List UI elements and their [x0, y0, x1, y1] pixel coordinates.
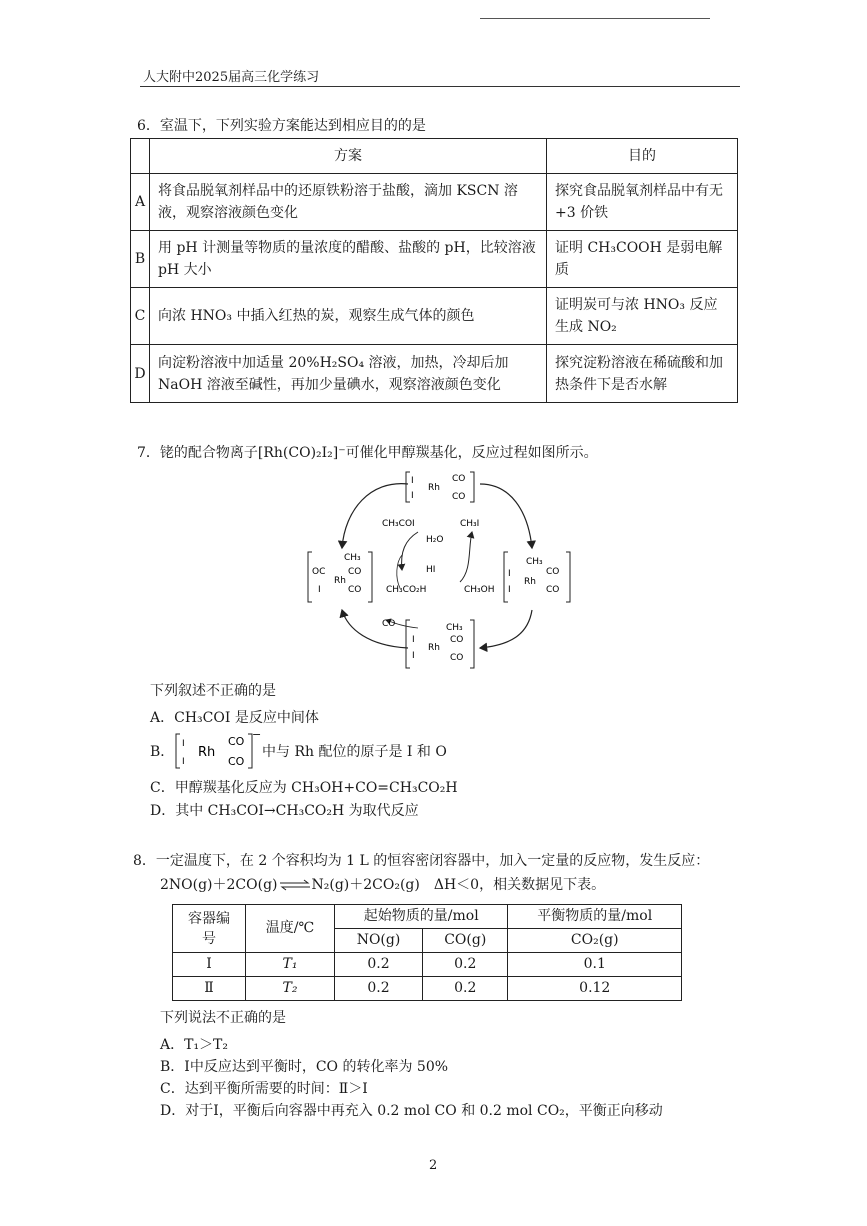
q8-h-eq: 平衡物质的量/mol	[508, 905, 682, 929]
q8-cell-temp: T₂	[246, 977, 335, 1001]
table-row	[131, 174, 738, 231]
q8-cell-no: 0.2	[335, 953, 423, 977]
table-row	[131, 139, 738, 174]
ligand-co: CO	[450, 635, 464, 645]
q8-cell-no: 0.2	[335, 977, 423, 1001]
q7-sub: 下列叙述不正确的是	[150, 683, 276, 699]
rh-complex-structure	[172, 730, 260, 772]
q6-row-goal: 证明炭可与浓 HNO₃ 反应生成 NO₂	[547, 288, 738, 345]
q6-row-plan: 向浓 HNO₃ 中插入红热的炭，观察生成气体的颜色	[150, 288, 547, 345]
q7-option-c: C．甲醇羰基化反应为 CH₃OH+CO=CH₃CO₂H	[150, 780, 458, 796]
q8-h-co: CO(g)	[423, 929, 508, 953]
q7-option-b-text: 中与 Rh 配位的原子是 I 和 O	[262, 744, 447, 760]
q8-option-b: B．Ⅰ中反应达到平衡时，CO 的转化率为 50%	[160, 1059, 449, 1075]
top-rule	[480, 18, 710, 19]
rh-center: Rh	[198, 745, 216, 760]
q8-cell-co2: 0.1	[508, 953, 682, 977]
ligand-co: CO	[348, 567, 362, 577]
q8-h-start: 起始物质的量/mol	[335, 905, 508, 929]
q8-cell-co: 0.2	[423, 977, 508, 1001]
inner-arrow	[402, 532, 418, 570]
ligand-ch3: CH₃	[446, 623, 463, 633]
q8-h-container: 容器编号	[173, 905, 246, 953]
label-ch3coi: CH₃COI	[382, 519, 415, 529]
q7-option-a: A．CH₃COI 是反应中间体	[150, 710, 319, 726]
table-row	[173, 977, 682, 1001]
svg-text:−: −	[252, 728, 262, 741]
q6-row-plan: 向淀粉溶液中加适量 20%H₂SO₄ 溶液，加热，冷却后加 NaOH 溶液至碱性，再加少量碘水，观察溶液颜色变化	[150, 345, 547, 403]
page-number: 2	[429, 1158, 438, 1173]
ligand-co: CO	[228, 755, 245, 768]
q8-cell-id: Ⅱ	[173, 977, 246, 1001]
q6-row-label: D	[131, 345, 150, 403]
q6-col-plan: 方案	[150, 139, 547, 174]
q6-row-plan: 将食品脱氧剂样品中的还原铁粉溶于盐酸，滴加 KSCN 溶液，观察溶液颜色变化	[150, 174, 547, 231]
ligand-i: I	[411, 491, 414, 501]
ligand-i: I	[182, 757, 185, 767]
q6-col-goal: 目的	[547, 139, 738, 174]
catalytic-cycle-diagram	[300, 470, 590, 675]
q7-stem: 7．铑的配合物离子[Rh(CO)₂I₂]⁻可催化甲醇羰基化，反应过程如图所示。	[137, 445, 598, 461]
table-row	[173, 953, 682, 977]
cycle-arc	[342, 484, 408, 548]
table-row	[131, 288, 738, 345]
q8-cell-id: Ⅰ	[173, 953, 246, 977]
q6-corner-cell	[131, 139, 150, 174]
q8-h-no: NO(g)	[335, 929, 423, 953]
inner-arrow	[460, 532, 472, 582]
ligand-i: I	[508, 585, 511, 595]
ligand-i: I	[411, 476, 414, 486]
label-h2o: H₂O	[426, 535, 444, 545]
label-ch3co2h: CH₃CO₂H	[386, 585, 427, 595]
page-header: 人大附中2025届高三化学练习	[143, 70, 320, 85]
label-hi: HI	[426, 565, 436, 575]
q6-row-label: A	[131, 174, 150, 231]
q7-option-b-label: B．	[150, 744, 175, 760]
cycle-arc	[480, 610, 532, 648]
q7-option-d: D．其中 CH₃COI→CH₃CO₂H 为取代反应	[150, 803, 419, 819]
header-rule	[140, 86, 740, 87]
ligand-oc: OC	[312, 567, 326, 577]
table-row	[131, 231, 738, 288]
rh-center: Rh	[334, 576, 346, 586]
q6-row-goal: 探究淀粉溶液在稀硫酸和加热条件下是否水解	[547, 345, 738, 403]
table-row	[173, 905, 682, 929]
ligand-co: CO	[546, 567, 560, 577]
ligand-co: CO	[228, 735, 245, 748]
q8-option-d: D．对于Ⅰ，平衡后向容器中再充入 0.2 mol CO 和 0.2 mol CO₂，平衡正向移动	[160, 1103, 663, 1119]
label-co: CO	[382, 619, 396, 629]
q6-row-label: B	[131, 231, 150, 288]
q8-stem: 8．一定温度下，在 2 个容积均为 1 L 的恒容密闭容器中，加入一定量的反应物，发生反应：	[133, 853, 710, 869]
q8-table	[172, 904, 682, 1001]
q6-table	[130, 138, 738, 403]
q8-cell-co2: 0.12	[508, 977, 682, 1001]
ligand-i: I	[412, 651, 415, 661]
ligand-co: CO	[546, 585, 560, 595]
ligand-i: I	[412, 635, 415, 645]
q8-equation	[160, 874, 605, 896]
q6-row-goal: 证明 CH₃COOH 是弱电解质	[547, 231, 738, 288]
ligand-ch3: CH₃	[344, 553, 361, 563]
q8-h-co2: CO₂(g)	[508, 929, 682, 953]
q8-h-temp: 温度/℃	[246, 905, 335, 953]
ligand-co: CO	[348, 585, 362, 595]
rh-center: Rh	[524, 577, 536, 587]
q8-cell-co: 0.2	[423, 953, 508, 977]
rh-center: Rh	[428, 643, 440, 653]
ligand-i: I	[318, 585, 321, 595]
q8-sub: 下列说法不正确的是	[160, 1010, 286, 1026]
q8-option-c: C．达到平衡所需要的时间：Ⅱ＞Ⅰ	[160, 1081, 368, 1097]
table-row	[131, 345, 738, 403]
q6-row-goal: 探究食品脱氧剂样品中有无+3 价铁	[547, 174, 738, 231]
q8-eq-left: 2NO(g)＋2CO(g)	[160, 877, 278, 893]
label-ch3oh: CH₃OH	[464, 585, 495, 595]
ligand-i: I	[508, 569, 511, 579]
ligand-co: CO	[450, 653, 464, 663]
q8-option-a: A．T₁＞T₂	[160, 1037, 229, 1053]
ligand-co: CO	[452, 474, 466, 484]
q6-row-label: C	[131, 288, 150, 345]
q8-eq-right: N₂(g)＋2CO₂(g) ΔH＜0，相关数据见下表。	[311, 877, 606, 893]
q8-cell-temp: T₁	[246, 953, 335, 977]
q6-stem: 6．室温下，下列实验方案能达到相应目的的是	[137, 118, 426, 134]
cycle-arc	[480, 484, 532, 548]
ligand-ch3: CH₃	[526, 557, 543, 567]
ligand-co: CO	[452, 492, 466, 502]
q6-row-plan: 用 pH 计测量等物质的量浓度的醋酸、盐酸的 pH，比较溶液 pH 大小	[150, 231, 547, 288]
label-ch3i: CH₃I	[460, 519, 480, 529]
cycle-arc	[342, 610, 408, 648]
equilibrium-arrow-icon	[278, 879, 312, 891]
ligand-i: I	[182, 739, 185, 749]
rh-center: Rh	[428, 483, 440, 493]
